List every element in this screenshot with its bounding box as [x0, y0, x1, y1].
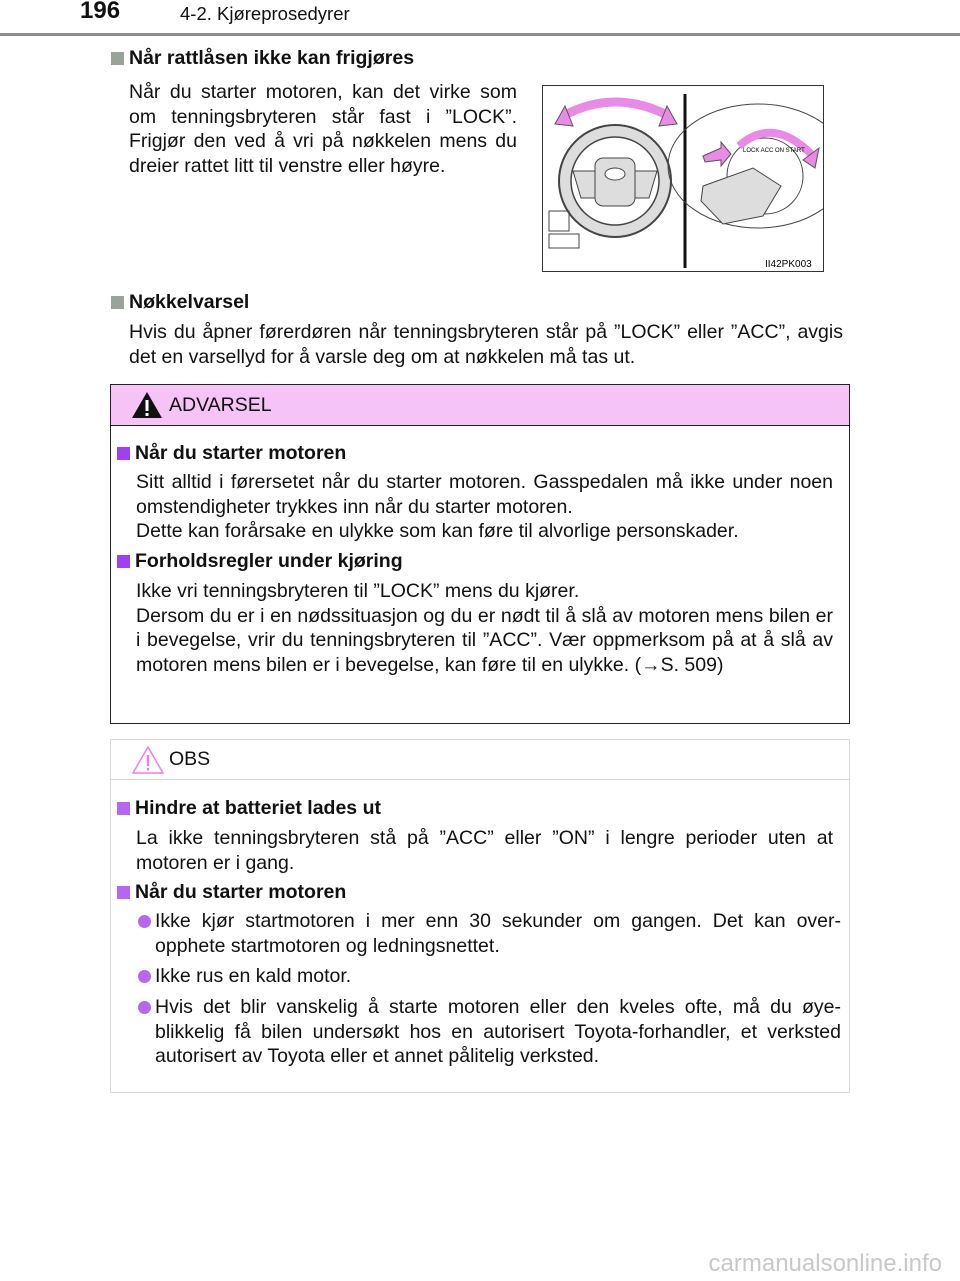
warning-item-heading — [117, 550, 403, 573]
paragraph: Dersom du er i en nødssituasjon og du er nødt til å slå av motoren mens bilen er i bevegelse, vrir du tenningsbryteren til ”ACC”. Vær oppmerksom på at å slå av motoren mens bilen er i bevegelse, kan føre til en ulykke. (→S. 509) — [136, 604, 833, 676]
notice-item-heading — [117, 797, 381, 820]
heading-text: Hindre at batteriet lades ut — [135, 797, 381, 819]
header-rule — [0, 33, 960, 36]
section-body: Hvis du åpner førerdøren når tenningsbryteren står på ”LOCK” eller ”ACC”, avgis det en varsellyd for å varsle deg om at nøkkelen må tas ut. — [129, 321, 843, 368]
paragraph: Dette kan forårsake en ulykke som kan føre til alvorlige personskader. — [136, 520, 739, 542]
heading-text: Når du starter motoren — [135, 442, 347, 464]
bullet-icon — [138, 1001, 151, 1014]
bullet-icon — [138, 970, 151, 983]
square-icon — [111, 52, 124, 65]
heading-text: Når du starter motoren — [135, 881, 347, 903]
square-icon — [117, 886, 130, 899]
section-heading — [111, 47, 414, 70]
figure-label: LOCK ACC ON START — [743, 148, 805, 154]
notice-title: OBS — [169, 748, 211, 770]
warning-item-heading — [117, 442, 346, 465]
warning-item-body — [136, 579, 833, 677]
caution-triangle-icon — [131, 745, 165, 775]
illustration-figure — [542, 85, 824, 272]
notice-item-heading — [117, 881, 346, 904]
warning-triangle-icon — [131, 391, 163, 419]
section-heading — [111, 291, 249, 314]
chapter-title: 4-2. Kjøreprosedyrer — [180, 3, 350, 24]
warning-item-body — [136, 470, 833, 544]
figure-code: II42PK003 — [765, 259, 812, 270]
paragraph: Ikke vri tenningsbryteren til ”LOCK” mens du kjører. — [136, 580, 580, 602]
page-number: 196 — [80, 0, 121, 24]
watermark: carmanualsonline.info — [708, 1250, 942, 1277]
warning-header — [111, 385, 849, 426]
section-body: Når du starter motoren, kan det virke som om tenningsbryteren står fast i ”LOCK”. Frigjør den ved å vri på nøkkelen mens du dreier rattet litt til venstre eller høyre. — [129, 81, 517, 177]
notice-box — [110, 739, 850, 1093]
square-icon — [117, 802, 130, 815]
notice-item-body: La ikke tenningsbryteren stå på ”ACC” eller ”ON” i lengre perioder uten at motoren er i gang. — [136, 827, 833, 874]
paragraph: Sitt alltid i førersetet når du starter motoren. Gasspedalen må ikke under noen omstendigheter trykkes inn når du starter motoren. — [136, 471, 833, 518]
square-icon — [117, 447, 130, 460]
bullet-item: Hvis det blir vanskelig å starte motoren eller den kveles ofte, må du øye-blikkelig få bilen undersøkt hos en autorisert Toyota-forhandler, et verksted autorisert av Toyota eller et annet pålitelig verksted. — [155, 996, 841, 1067]
notice-header — [111, 740, 849, 780]
heading-text: Nøkkelvarsel — [129, 291, 250, 313]
heading-text: Forholdsregler under kjøring — [135, 550, 403, 572]
square-icon — [111, 296, 124, 309]
bullet-item: Ikke rus en kald motor. — [155, 965, 352, 987]
square-icon — [117, 555, 130, 568]
steering-key-illustration — [543, 86, 823, 271]
heading-text: Når rattlåsen ikke kan frigjøres — [129, 47, 415, 69]
bullet-item: Ikke kjør startmotoren i mer enn 30 sekunder om gangen. Det kan over-opphete startmotoren og ledningsnettet. — [155, 910, 841, 957]
bullet-icon — [138, 915, 151, 928]
warning-title: ADVARSEL — [169, 393, 272, 416]
warning-box — [110, 384, 850, 724]
